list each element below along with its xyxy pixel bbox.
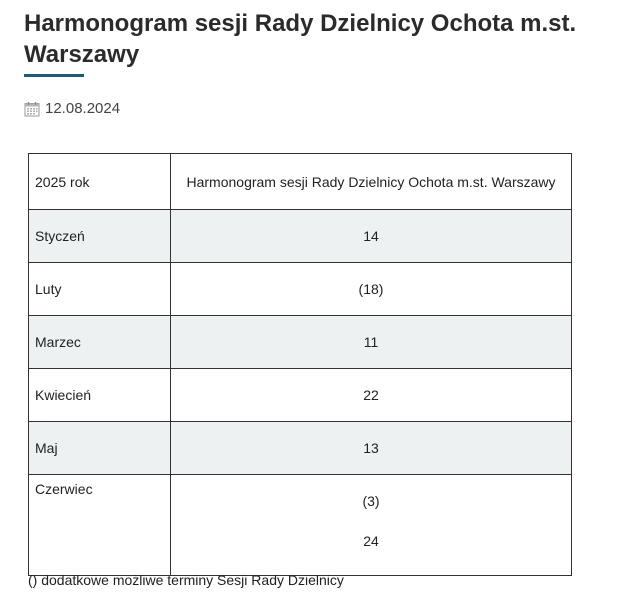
date-cell — [171, 475, 572, 576]
date-text: 12.08.2024 — [45, 100, 121, 117]
table-row — [29, 475, 572, 576]
header-schedule: Harmonogram sesji Rady Dzielnicy Ochota m.st. Warszawy — [171, 154, 572, 210]
table-header-row — [29, 154, 572, 210]
publication-date — [24, 100, 120, 117]
date-cell: 14 — [171, 210, 572, 263]
date-cell: 13 — [171, 422, 572, 475]
page-title: Harmonogram sesji Rady Dzielnicy Ochota m.st. Warszawy — [24, 10, 577, 68]
date-cell: 22 — [171, 369, 572, 422]
table-row — [29, 263, 572, 316]
date-value: (3) — [362, 493, 380, 509]
title-underline — [24, 74, 84, 77]
month-cell: Kwiecień — [29, 369, 171, 422]
date-cell: 11 — [171, 316, 572, 369]
date-value: 24 — [363, 533, 379, 549]
session-schedule-table — [28, 153, 572, 576]
month-cell: Maj — [29, 422, 171, 475]
table-row — [29, 316, 572, 369]
table-row — [29, 422, 572, 475]
table-row — [29, 210, 572, 263]
date-cell: (18) — [171, 263, 572, 316]
month-cell: Luty — [29, 263, 171, 316]
footnote: () dodatkowe możliwe terminy Sesji Rady Dzielnicy — [28, 572, 344, 588]
calendar-icon — [24, 101, 40, 117]
month-cell: Styczeń — [29, 210, 171, 263]
month-cell: Marzec — [29, 316, 171, 369]
table-row — [29, 369, 572, 422]
month-cell: Czerwiec — [29, 475, 171, 576]
header-year: 2025 rok — [29, 154, 171, 210]
